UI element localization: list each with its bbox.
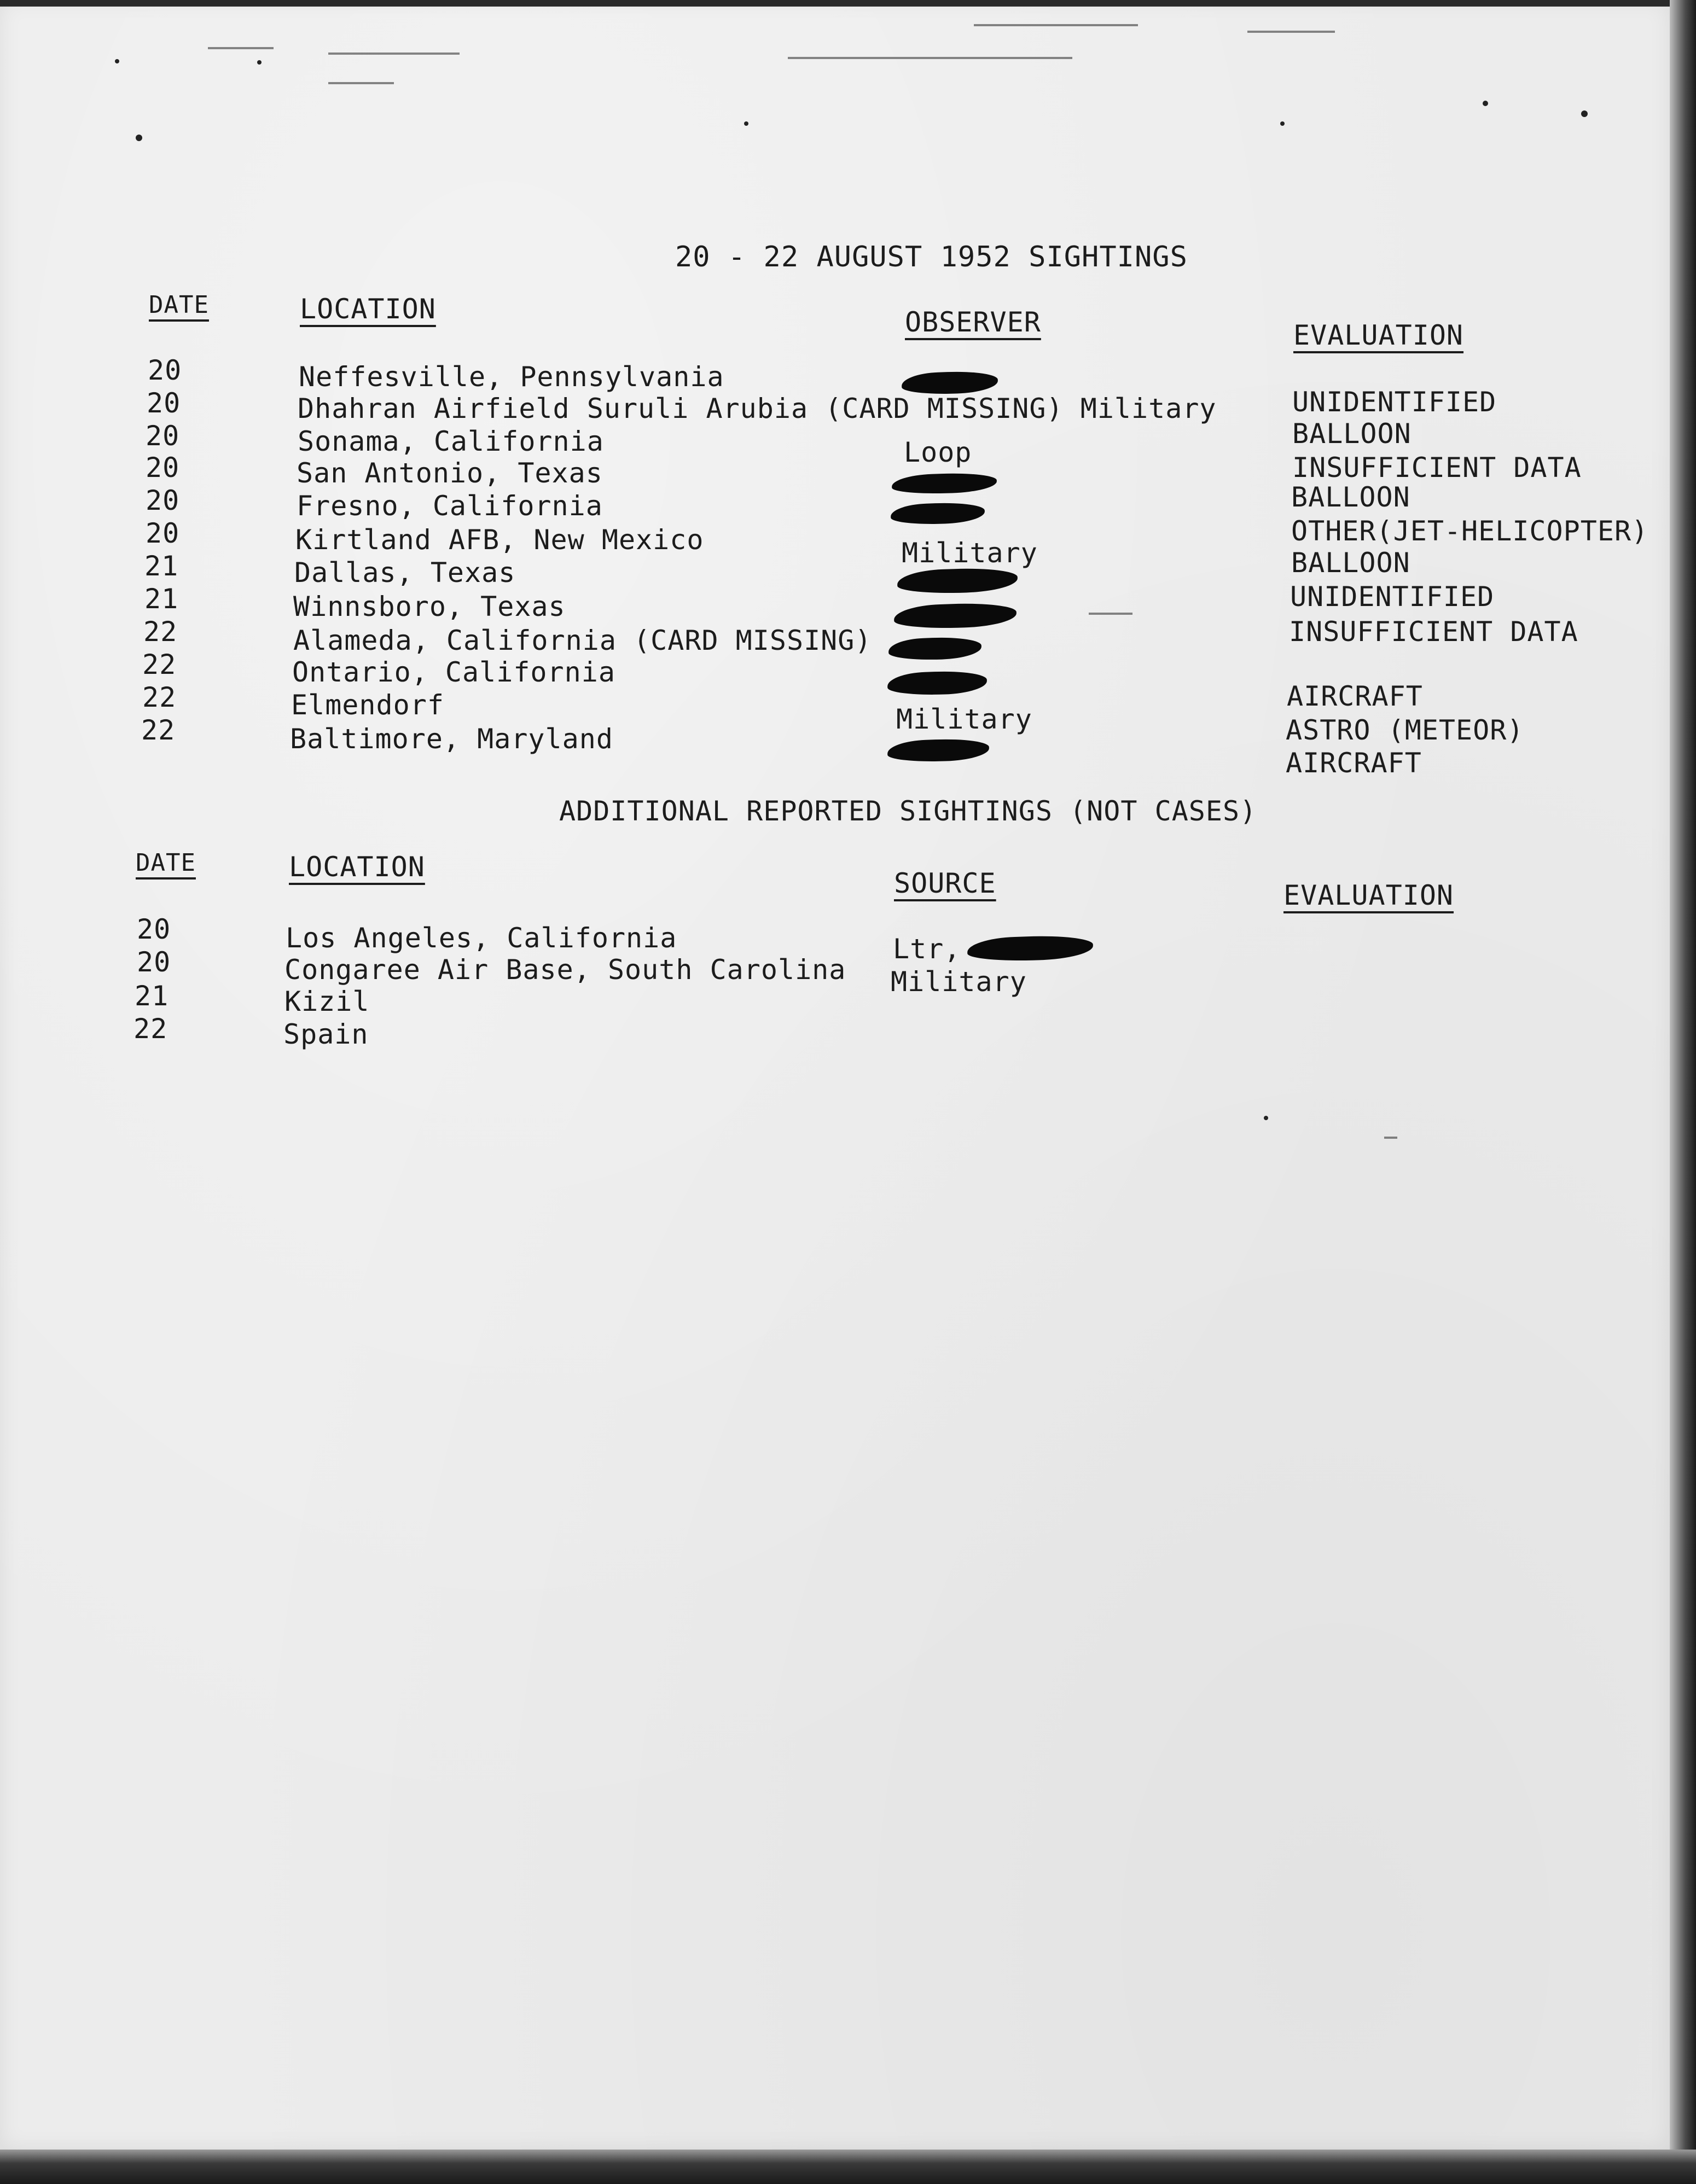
additional-row-location: Spain: [283, 1018, 369, 1050]
scan-speck: [1264, 1116, 1268, 1120]
scan-noise: [1384, 1137, 1397, 1139]
row-evaluation: ASTRO (METEOR): [1286, 714, 1524, 746]
row-evaluation: AIRCRAFT: [1286, 747, 1422, 779]
row-location: Dallas, Texas: [294, 557, 516, 589]
row-location: Sonama, California: [298, 426, 604, 457]
row-date: 22: [142, 649, 177, 680]
row-date: 20: [146, 517, 180, 549]
header-location: LOCATION: [300, 293, 436, 325]
row-evaluation: INSUFFICIENT DATA: [1289, 616, 1578, 648]
additional-row-source: Ltr,: [893, 933, 961, 965]
scan-speck: [1581, 110, 1588, 117]
row-location: Neffesville, Pennsylvania: [299, 361, 724, 393]
scan-edge-bottom: [0, 2150, 1696, 2184]
row-observer: Loop: [904, 436, 972, 468]
header-date: DATE: [149, 291, 209, 319]
scan-noise: [788, 57, 1072, 59]
redaction-mark: [897, 567, 1018, 595]
scan-speck: [257, 60, 262, 65]
row-location: Elmendorf: [291, 689, 444, 721]
row-date: 20: [147, 387, 181, 419]
row-observer: Military: [896, 703, 1032, 735]
row-location: Winnsboro, Texas: [293, 591, 566, 622]
additional-row-date: 20: [137, 913, 171, 945]
row-evaluation: INSUFFICIENT DATA: [1292, 452, 1582, 484]
row-evaluation: AIRCRAFT: [1287, 680, 1423, 712]
scan-speck: [1280, 121, 1285, 126]
additional-header-source: SOURCE: [894, 867, 996, 899]
row-observer: Military: [902, 537, 1038, 569]
additional-header-location: LOCATION: [289, 851, 425, 883]
scan-noise: [974, 24, 1138, 26]
document-title: 20 - 22 AUGUST 1952 SIGHTINGS: [675, 241, 1188, 273]
row-evaluation: UNIDENTIFIED: [1290, 581, 1495, 613]
row-date: 20: [146, 485, 180, 516]
row-location: Alameda, California (CARD MISSING): [293, 625, 872, 656]
header-observer: OBSERVER: [905, 306, 1041, 338]
redaction-mark: [901, 370, 998, 395]
row-date: 22: [143, 616, 178, 648]
redaction-mark: [890, 502, 985, 526]
row-location: Dhahran Airfield Suruli Arubia (CARD MISSING) Military: [298, 393, 1217, 424]
row-date: 20: [146, 452, 180, 484]
header-evaluation: EVALUATION: [1293, 319, 1464, 351]
additional-row-date: 21: [135, 980, 169, 1012]
scan-speck: [744, 121, 748, 126]
row-evaluation: OTHER(JET-HELICOPTER): [1291, 515, 1649, 547]
redaction-mark: [893, 602, 1017, 630]
row-date: 20: [148, 354, 182, 386]
additional-row-location: Congaree Air Base, South Carolina: [284, 954, 846, 986]
row-location: Fresno, California: [297, 490, 603, 522]
additional-row-date: 20: [137, 946, 171, 978]
additional-header-date: DATE: [136, 849, 196, 877]
row-date: 22: [142, 682, 177, 713]
additional-row-location: Kizil: [284, 986, 370, 1017]
additional-row-date: 22: [133, 1013, 168, 1045]
scan-noise: [1247, 31, 1335, 33]
redaction-mark: [887, 738, 989, 763]
row-evaluation: UNIDENTIFIED: [1292, 386, 1497, 418]
scan-noise: [1089, 613, 1132, 615]
scan-speck: [1483, 101, 1488, 106]
row-evaluation: BALLOON: [1291, 547, 1410, 579]
scan-speck: [115, 59, 119, 63]
scan-edge-top: [0, 0, 1696, 7]
row-evaluation: BALLOON: [1291, 481, 1410, 513]
row-location: Ontario, California: [292, 656, 615, 688]
redaction-mark: [967, 934, 1093, 963]
row-location: San Antonio, Texas: [297, 457, 603, 489]
row-location: Baltimore, Maryland: [290, 723, 613, 755]
additional-header-evaluation: EVALUATION: [1283, 880, 1454, 911]
scan-speck: [136, 135, 142, 141]
scan-edge-right: [1670, 0, 1696, 2184]
row-date: 21: [144, 550, 179, 582]
additional-section-title: ADDITIONAL REPORTED SIGHTINGS (NOT CASES): [559, 795, 1257, 827]
scan-noise: [208, 47, 274, 49]
scan-noise: [328, 53, 460, 55]
row-date: 21: [144, 583, 179, 615]
additional-row-location: Los Angeles, California: [286, 922, 677, 954]
row-evaluation: BALLOON: [1292, 418, 1412, 450]
row-date: 20: [146, 420, 180, 452]
redaction-mark: [887, 670, 987, 696]
scan-noise: [328, 82, 394, 84]
row-location: Kirtland AFB, New Mexico: [295, 524, 704, 556]
redaction-mark: [888, 636, 981, 661]
row-date: 22: [141, 714, 176, 746]
redaction-mark: [891, 472, 997, 496]
additional-row-source: Military: [891, 966, 1027, 998]
